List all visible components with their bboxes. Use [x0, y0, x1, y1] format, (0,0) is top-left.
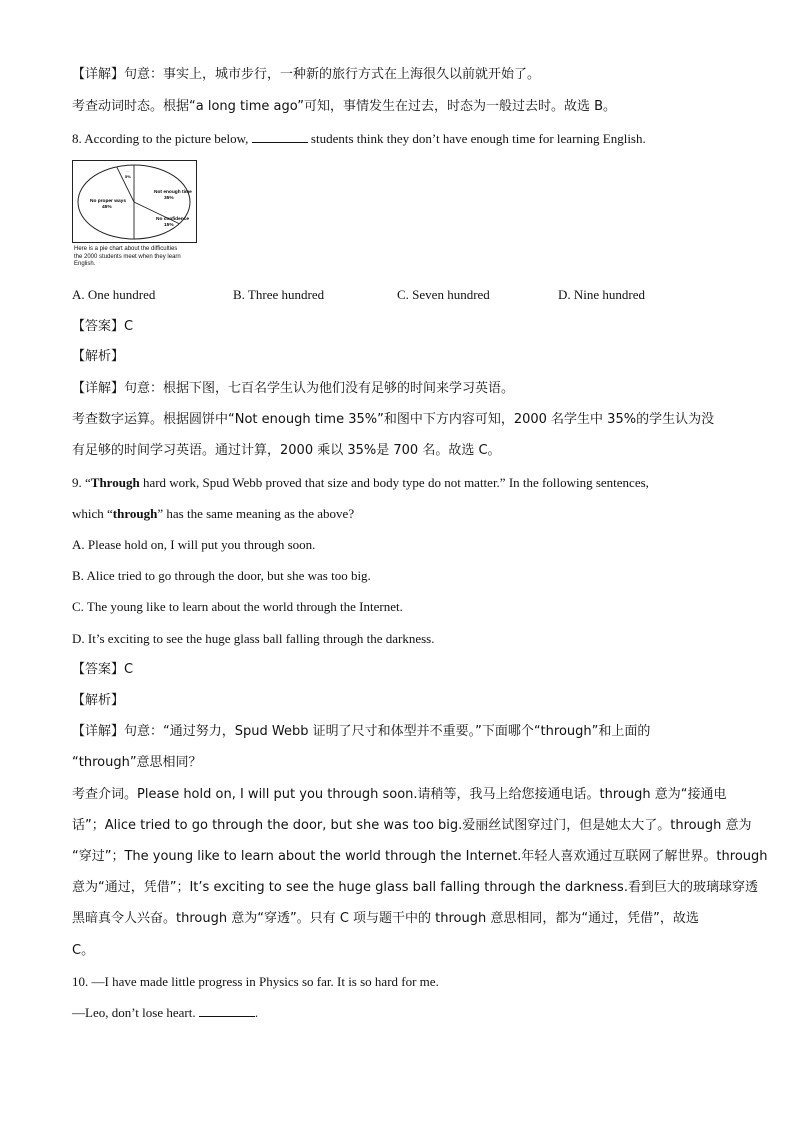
slice-label-not-enough-time: Not enough time — [154, 190, 192, 195]
slice-value-no-confidence: 15% — [164, 223, 174, 228]
question-8-pre: 8. According to the picture below, — [72, 131, 252, 146]
question-8 — [72, 130, 646, 148]
text-line: 考查介词。Please hold on, I will put you through soon.请稍等，我马上给您接通电话。through 意为“接通电 — [72, 787, 727, 802]
question-9-line2-post: ” has the same meaning as the above? — [157, 506, 355, 521]
text-line: 话”；Alice tried to go through the door, but she was too big.爱丽丝试图穿过门，但是她太大了。through 意为 — [72, 818, 752, 833]
text-line: 【详解】句意：根据下图，七百名学生认为他们没有足够的时间来学习英语。 — [72, 381, 515, 396]
analysis-label: 【解析】 — [72, 349, 125, 364]
option-a: A. Please hold on, I will put you through soon. — [72, 537, 316, 552]
question-10-line2 — [72, 1004, 258, 1022]
pie-chart — [72, 160, 202, 246]
caption-line: Here is a pie chart about the difficulties — [74, 246, 178, 252]
question-10-post: . — [254, 1005, 259, 1020]
slice-value-no-proper-ways: 45% — [102, 205, 112, 210]
option-d: D. Nine hundred — [558, 287, 646, 302]
text-line: 【详解】句意：“通过努力，Spud Webb 证明了尺寸和体型并不重要。”下面哪个“through”和上面的 — [72, 724, 651, 739]
text-line: 黑暗真令人兴奋。through 意为“穿透”。只有 C 项与题干中的 through 意思相同，都为“通过，凭借”，故选 — [72, 911, 699, 926]
question-10-pre: —Leo, don’t lose heart. — [72, 1005, 199, 1020]
chart-caption — [74, 246, 204, 269]
question-8-post: students think they don’t have enough time for learning English. — [307, 131, 646, 146]
option-b: B. Alice tried to go through the door, but she was too big. — [72, 568, 371, 583]
answer-label: 【答案】C — [72, 662, 134, 677]
question-10: 10. —I have made little progress in Physics so far. It is so hard for me. — [72, 974, 439, 989]
question-9-keyword: Through — [90, 475, 140, 490]
option-a: A. One hundred — [72, 287, 156, 302]
option-b: B. Three hundred — [233, 287, 325, 302]
caption-line: English. — [74, 261, 96, 267]
slice-label-small: ... — [126, 169, 129, 173]
question-9-pre: 9. “ — [72, 475, 91, 490]
answer-blank — [252, 142, 308, 143]
text-line: “穿过”；The young like to learn about the world through the Internet.年轻人喜欢通过互联网了解世界。through — [72, 849, 768, 864]
slice-value-small: 5% — [125, 174, 131, 179]
option-d: D. It’s exciting to see the huge glass ball falling through the darkness. — [72, 631, 435, 646]
question-9-post: hard work, Spud Webb proved that size and body type do not matter.” In the following sentences, — [139, 475, 649, 490]
question-9-line2-keyword: through — [112, 506, 158, 521]
answer-blank — [199, 1016, 255, 1017]
slice-label-no-proper-ways: No proper ways — [90, 199, 126, 204]
text-line: “through”意思相同？ — [72, 755, 202, 770]
text-line: 考查数字运算。根据圆饼中“Not enough time 35%”和图中下方内容可知，2000 名学生中 35%的学生认为没 — [72, 412, 715, 427]
question-9 — [72, 474, 649, 492]
text-line: C。 — [72, 943, 95, 958]
question-9-line2-pre: which “ — [72, 506, 113, 521]
answer-label: 【答案】C — [72, 319, 134, 334]
pie-chart-figure — [72, 160, 202, 275]
option-c: C. Seven hundred — [397, 287, 490, 302]
slice-label-no-confidence: No confidence — [156, 217, 190, 222]
caption-line: the 2000 students meet when they learn — [74, 253, 181, 260]
text-line: 有足够的时间学习英语。通过计算，2000 乘以 35%是 700 名。故选 C。 — [72, 443, 501, 458]
text-line: 【详解】句意：事实上，城市步行，一种新的旅行方式在上海很久以前就开始了。 — [72, 67, 541, 82]
analysis-label: 【解析】 — [72, 693, 125, 708]
text-line: 考查动词时态。根据“a long time ago”可知，事情发生在过去，时态为一般过去时。故选 B。 — [72, 99, 617, 114]
option-c: C. The young like to learn about the world through the Internet. — [72, 599, 403, 614]
slice-value-not-enough-time: 35% — [164, 196, 174, 201]
text-line: 意为“通过，凭借”；It’s exciting to see the huge glass ball falling through the darkness.看到巨大的玻璃球穿透 — [72, 880, 758, 895]
question-9-line2 — [72, 505, 354, 523]
